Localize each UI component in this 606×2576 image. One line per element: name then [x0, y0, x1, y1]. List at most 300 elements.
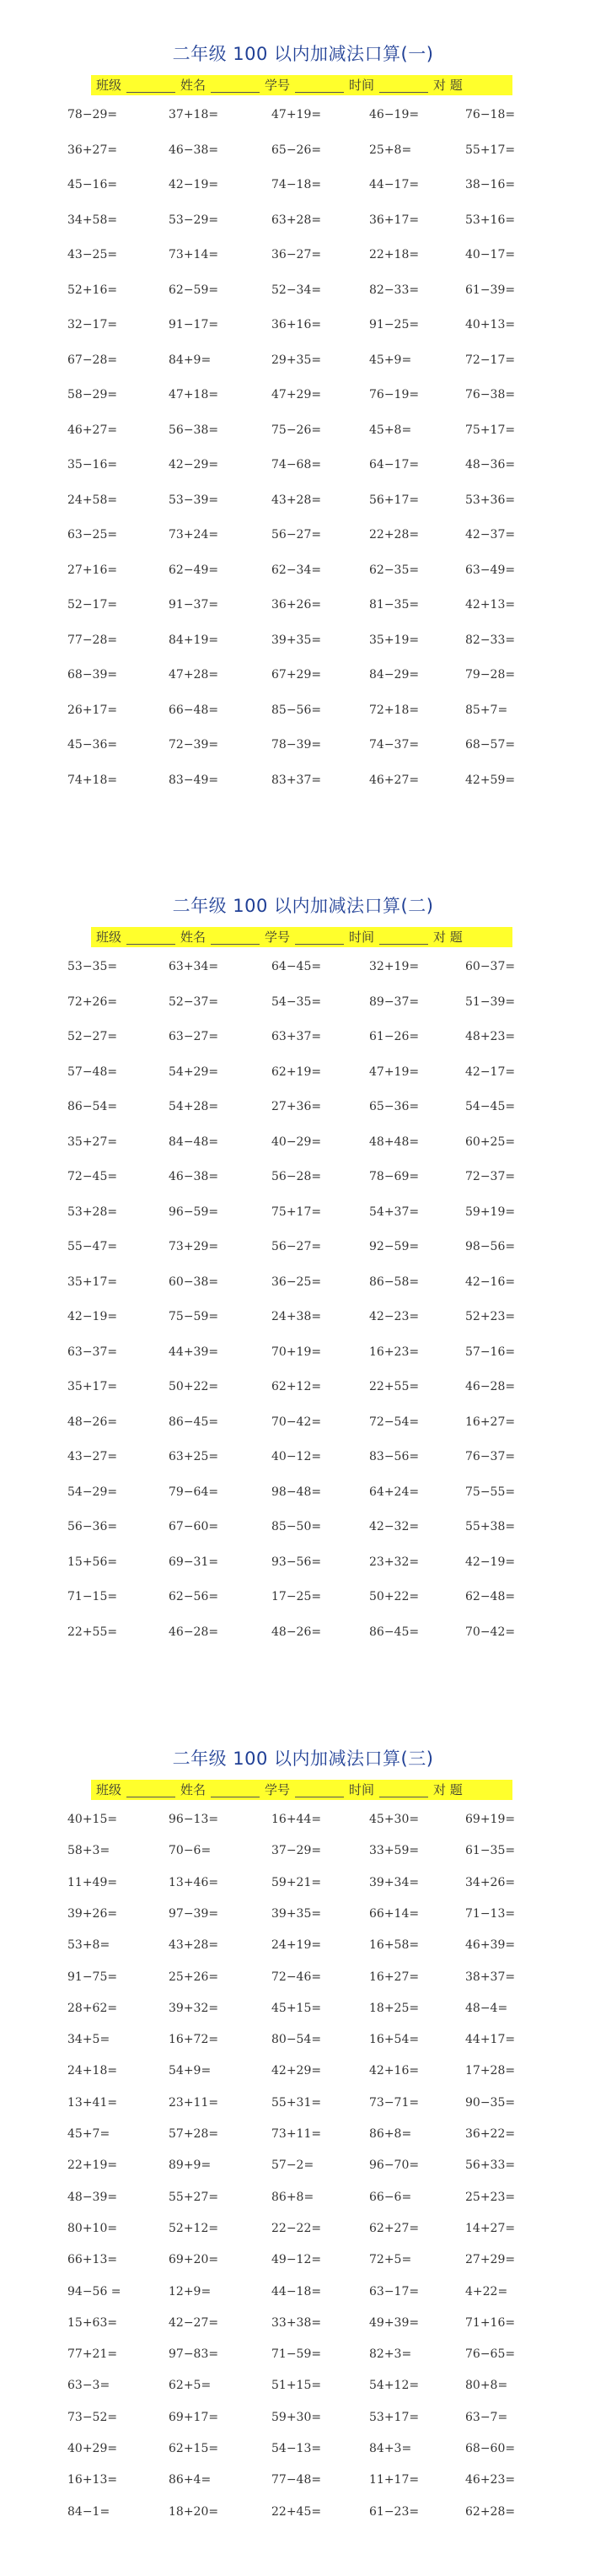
problem-cell: 76−18=: [465, 108, 516, 121]
problem-cell: 83+37=: [271, 773, 322, 787]
problem-row: [0, 633, 606, 657]
problem-cell: 79−64=: [169, 1485, 219, 1499]
problem-row: [0, 668, 606, 692]
problem-row: [0, 2473, 606, 2497]
problem-cell: 42−17=: [465, 1064, 516, 1079]
problem-cell: 42−19=: [465, 1555, 516, 1569]
problem-cell: 15+63=: [67, 2315, 118, 2330]
problem-cell: 23+11=: [169, 2095, 219, 2110]
problem-cell: 47+18=: [169, 388, 219, 401]
problem-cell: 69+19=: [465, 1813, 516, 1826]
problem-cell: 63−49=: [465, 563, 516, 577]
problem-row: [0, 1170, 606, 1194]
problem-cell: 75−26=: [271, 423, 322, 437]
problem-cell: 68−57=: [465, 738, 516, 752]
header-time: 时间: [344, 75, 428, 95]
problem-row: [0, 2379, 606, 2402]
problem-cell: 36+22=: [465, 2127, 516, 2141]
worksheet-header-bar: [91, 927, 512, 947]
problem-cell: 72−17=: [465, 353, 516, 367]
problem-cell: 63−25=: [67, 528, 118, 542]
problem-cell: 77+21=: [67, 2347, 118, 2362]
problem-cell: 64−17=: [369, 458, 420, 472]
problem-cell: 44+17=: [465, 2033, 516, 2047]
header-name: 姓名: [175, 75, 260, 95]
problem-cell: 77−48=: [271, 2473, 322, 2487]
problem-cell: 54+29=: [169, 1064, 219, 1079]
problem-cell: 57−2=: [271, 2158, 314, 2173]
problem-cell: 86−45=: [369, 1625, 420, 1639]
problem-cell: 56−27=: [271, 1240, 322, 1253]
problem-cell: 70−42=: [271, 1415, 322, 1429]
problem-row: [0, 960, 606, 984]
problem-cell: 46−28=: [465, 1380, 516, 1393]
problem-cell: 36+26=: [271, 598, 322, 612]
problem-row: [0, 598, 606, 622]
problem-row: [0, 1876, 606, 1900]
problem-cell: 71−15=: [67, 1590, 118, 1603]
problem-row: [0, 995, 606, 1019]
problem-cell: 39+32=: [169, 2001, 219, 2015]
problem-row: [0, 388, 606, 412]
problem-cell: 64−45=: [271, 960, 322, 973]
problem-cell: 54−29=: [67, 1485, 118, 1499]
problem-cell: 84−29=: [369, 668, 420, 682]
problem-cell: 63+25=: [169, 1450, 219, 1463]
problem-cell: 64+24=: [369, 1485, 420, 1499]
problem-cell: 63−7=: [465, 2410, 508, 2424]
worksheet-title: 二年级 100 以内加减法口算(二): [172, 896, 434, 916]
problem-cell: 25+23=: [465, 2190, 516, 2204]
problem-cell: 42−37=: [465, 528, 516, 542]
problem-cell: 72−37=: [465, 1170, 516, 1183]
problem-cell: 40+15=: [67, 1813, 118, 1826]
problem-cell: 74+18=: [67, 773, 118, 787]
header-name: 姓名: [175, 1780, 260, 1800]
problem-cell: 61−35=: [465, 1844, 516, 1858]
problem-cell: 86+8=: [369, 2127, 412, 2141]
problem-cell: 16+58=: [369, 1938, 420, 1953]
problem-cell: 76−65=: [465, 2347, 516, 2362]
problem-cell: 36+27=: [67, 143, 118, 157]
header-time: 时间: [344, 927, 428, 947]
problem-cell: 44−17=: [369, 178, 420, 191]
problem-cell: 49+39=: [369, 2315, 420, 2330]
problem-row: [0, 528, 606, 552]
problem-cell: 32+19=: [369, 960, 420, 973]
problem-row: [0, 2347, 606, 2371]
problem-cell: 53+8=: [67, 1938, 110, 1953]
problem-cell: 86−58=: [369, 1275, 420, 1289]
problem-row: [0, 2253, 606, 2277]
problem-cell: 63+28=: [271, 213, 322, 227]
problem-cell: 73+24=: [169, 528, 219, 542]
problem-cell: 83−56=: [369, 1450, 420, 1463]
problem-cell: 17+28=: [465, 2064, 516, 2078]
problem-cell: 52+16=: [67, 283, 118, 297]
problem-cell: 60+25=: [465, 1134, 516, 1149]
problem-cell: 93−56=: [271, 1555, 322, 1569]
problem-cell: 29+35=: [271, 353, 322, 367]
problem-row: [0, 2158, 606, 2182]
problem-cell: 36−27=: [271, 248, 322, 261]
problem-cell: 42−16=: [465, 1275, 516, 1289]
problem-cell: 67+29=: [271, 668, 322, 682]
problem-cell: 45−36=: [67, 738, 118, 752]
problem-cell: 37+18=: [169, 108, 219, 121]
problem-cell: 40+29=: [67, 2442, 118, 2455]
problem-row: [0, 1813, 606, 1836]
problem-row: [0, 2505, 606, 2529]
problem-cell: 66−48=: [169, 703, 219, 717]
problem-cell: 12+9=: [169, 2284, 212, 2298]
problem-cell: 75+17=: [271, 1204, 322, 1219]
problem-row: [0, 1625, 606, 1649]
problem-cell: 35−16=: [67, 458, 118, 472]
problem-cell: 66+14=: [369, 1906, 420, 1921]
problem-cell: 84+3=: [369, 2442, 412, 2455]
problem-cell: 48−26=: [67, 1415, 118, 1429]
problem-cell: 45+15=: [271, 2001, 322, 2015]
problem-cell: 89+9=: [169, 2158, 212, 2173]
problem-cell: 70−42=: [465, 1625, 516, 1639]
problem-cell: 35+27=: [67, 1134, 118, 1149]
header-student-id: 学号: [260, 927, 344, 947]
worksheet-header-bar: [91, 1780, 512, 1800]
problem-cell: 39+35=: [271, 1906, 322, 1921]
problem-cell: 62+5=: [169, 2379, 212, 2393]
problem-cell: 34+26=: [465, 1875, 516, 1889]
problem-cell: 73+11=: [271, 2127, 322, 2141]
problem-cell: 51+15=: [271, 2379, 322, 2393]
problem-cell: 73+29=: [169, 1240, 219, 1253]
problem-cell: 28+62=: [67, 2001, 118, 2015]
problem-cell: 53−39=: [169, 493, 219, 507]
problem-cell: 52−37=: [169, 994, 219, 1009]
problem-cell: 45+7=: [67, 2127, 110, 2141]
problem-cell: 56−38=: [169, 423, 219, 437]
problem-cell: 27+36=: [271, 1100, 322, 1113]
problem-cell: 72−46=: [271, 1970, 322, 1984]
problem-cell: 90−35=: [465, 2095, 516, 2110]
problem-cell: 42−19=: [67, 1310, 118, 1323]
problem-cell: 97−83=: [169, 2347, 219, 2362]
worksheet-header-bar: [91, 75, 512, 95]
problem-cell: 89−37=: [369, 994, 420, 1009]
problem-row: [0, 1590, 606, 1614]
problem-cell: 62−35=: [369, 563, 420, 577]
problem-cell: 70+19=: [271, 1345, 322, 1359]
problem-cell: 72+18=: [369, 703, 420, 717]
problem-row: [0, 2002, 606, 2025]
problem-cell: 43−27=: [67, 1450, 118, 1463]
problem-cell: 42−27=: [169, 2315, 219, 2330]
problem-cell: 61−39=: [465, 283, 516, 297]
problem-cell: 80+8=: [465, 2379, 508, 2393]
problem-cell: 84−48=: [169, 1134, 219, 1149]
problem-cell: 22+18=: [369, 248, 420, 261]
problem-cell: 42+13=: [465, 598, 516, 612]
problem-cell: 54+28=: [169, 1100, 219, 1113]
problem-cell: 54+37=: [369, 1204, 420, 1219]
problem-cell: 78−29=: [67, 108, 118, 121]
problem-cell: 35+19=: [369, 633, 420, 647]
problem-cell: 39+35=: [271, 633, 322, 647]
problem-cell: 71−59=: [271, 2347, 322, 2362]
problem-row: [0, 2316, 606, 2340]
problem-cell: 78−39=: [271, 738, 322, 752]
problem-cell: 46+27=: [67, 423, 118, 437]
problem-cell: 11+17=: [369, 2473, 420, 2487]
problem-cell: 65−26=: [271, 143, 322, 157]
problem-cell: 18+20=: [169, 2504, 219, 2519]
problem-row: [0, 1970, 606, 1994]
problem-row: [0, 2033, 606, 2056]
problem-cell: 69+17=: [169, 2410, 219, 2424]
problem-cell: 37−29=: [271, 1844, 322, 1858]
problem-cell: 53−35=: [67, 960, 118, 973]
problem-cell: 52+12=: [169, 2221, 219, 2235]
header-correct-count: 对 题: [433, 78, 463, 93]
problem-cell: 63+34=: [169, 960, 219, 973]
problem-cell: 60−38=: [169, 1275, 219, 1289]
worksheet-title: 二年级 100 以内加减法口算(一): [172, 44, 434, 64]
problem-cell: 48+23=: [465, 1030, 516, 1043]
problem-cell: 59+19=: [465, 1204, 516, 1219]
problem-row: [0, 1030, 606, 1054]
problem-cell: 73−71=: [369, 2095, 420, 2110]
problem-row: [0, 2096, 606, 2120]
problem-cell: 16+27=: [369, 1970, 420, 1984]
problem-cell: 22+55=: [67, 1625, 118, 1639]
problem-cell: 55+38=: [465, 1520, 516, 1533]
problem-cell: 46−28=: [169, 1625, 219, 1639]
problem-cell: 81−35=: [369, 598, 420, 612]
problem-cell: 57+28=: [169, 2127, 219, 2141]
problem-cell: 34+5=: [67, 2033, 110, 2047]
problem-cell: 15+56=: [67, 1555, 118, 1569]
problem-cell: 86+8=: [271, 2190, 314, 2204]
problem-cell: 75−55=: [465, 1485, 516, 1499]
problem-cell: 24+38=: [271, 1310, 322, 1323]
problem-cell: 55+17=: [465, 143, 516, 157]
problem-cell: 97−39=: [169, 1906, 219, 1921]
problem-cell: 27+29=: [465, 2253, 516, 2267]
problem-cell: 68−39=: [67, 668, 118, 682]
problem-cell: 80−54=: [271, 2033, 322, 2047]
problem-cell: 57−48=: [67, 1064, 118, 1079]
problem-cell: 72−54=: [369, 1415, 420, 1429]
problem-cell: 85+7=: [465, 703, 508, 717]
problem-cell: 58+3=: [67, 1844, 110, 1858]
problem-cell: 33+59=: [369, 1844, 420, 1858]
problem-cell: 65−36=: [369, 1100, 420, 1113]
problem-row: [0, 2442, 606, 2466]
problem-cell: 22+28=: [369, 528, 420, 542]
problem-row: [0, 1100, 606, 1124]
problem-cell: 13+41=: [67, 2095, 118, 2110]
problem-cell: 76−38=: [465, 388, 516, 401]
problem-cell: 46+27=: [369, 773, 420, 787]
problem-cell: 16+23=: [369, 1345, 420, 1359]
problem-cell: 74−18=: [271, 178, 322, 191]
problem-cell: 76−19=: [369, 388, 420, 401]
problem-cell: 16+44=: [271, 1813, 322, 1826]
problem-cell: 32−17=: [67, 318, 118, 331]
problem-cell: 44−18=: [271, 2284, 322, 2298]
problem-cell: 91−17=: [169, 318, 219, 331]
problem-cell: 43−25=: [67, 248, 118, 261]
problem-row: [0, 143, 606, 167]
problem-row: [0, 2064, 606, 2088]
problem-cell: 85−56=: [271, 703, 322, 717]
problem-row: [0, 738, 606, 762]
problem-cell: 14+27=: [465, 2221, 516, 2235]
problem-cell: 34+58=: [67, 213, 118, 227]
header-time: 时间: [344, 1780, 428, 1800]
problem-row: [0, 1415, 606, 1439]
problem-cell: 43+28=: [271, 493, 322, 507]
problem-cell: 49−12=: [271, 2253, 322, 2267]
problem-cell: 78−69=: [369, 1170, 420, 1183]
problem-cell: 42+59=: [465, 773, 516, 787]
problem-cell: 63−17=: [369, 2284, 420, 2298]
problem-cell: 54−45=: [465, 1100, 516, 1113]
header-correct-count: 对 题: [433, 1782, 463, 1797]
problem-cell: 18+25=: [369, 2001, 420, 2015]
problem-cell: 53+36=: [465, 493, 516, 507]
problem-cell: 35+17=: [67, 1380, 118, 1393]
problem-cell: 38−16=: [465, 178, 516, 191]
problem-row: [0, 458, 606, 482]
problem-cell: 82−33=: [369, 283, 420, 297]
problem-cell: 54+12=: [369, 2379, 420, 2393]
problem-cell: 16+13=: [67, 2473, 118, 2487]
problem-cell: 82−33=: [465, 633, 516, 647]
problem-cell: 57−16=: [465, 1345, 516, 1359]
problem-cell: 25+26=: [169, 1970, 219, 1984]
problem-cell: 69−31=: [169, 1555, 219, 1569]
problem-cell: 40−29=: [271, 1134, 322, 1149]
problem-cell: 62+19=: [271, 1064, 322, 1079]
problem-cell: 62−59=: [169, 283, 219, 297]
problem-cell: 67−60=: [169, 1520, 219, 1533]
problem-cell: 22+19=: [67, 2158, 118, 2173]
problem-cell: 33+38=: [271, 2315, 322, 2330]
problem-row: [0, 493, 606, 517]
problem-cell: 47+29=: [271, 388, 322, 401]
problem-cell: 79−28=: [465, 668, 516, 682]
problem-cell: 73+14=: [169, 248, 219, 261]
problem-cell: 42+16=: [369, 2064, 420, 2078]
problem-cell: 96−13=: [169, 1813, 219, 1826]
problem-cell: 43+28=: [169, 1938, 219, 1953]
problem-cell: 55+31=: [271, 2095, 322, 2110]
problem-cell: 59+21=: [271, 1875, 322, 1889]
problem-cell: 42+29=: [271, 2064, 322, 2078]
problem-cell: 42−23=: [369, 1310, 420, 1323]
problem-cell: 61−23=: [369, 2504, 420, 2519]
problem-cell: 83−49=: [169, 773, 219, 787]
problem-cell: 24+19=: [271, 1938, 322, 1953]
problem-row: [0, 1485, 606, 1509]
problem-cell: 75+17=: [465, 423, 516, 437]
problem-row: [0, 2285, 606, 2309]
problem-row: [0, 1555, 606, 1579]
problem-row: [0, 283, 606, 307]
problem-cell: 48−26=: [271, 1625, 322, 1639]
problem-cell: 50+22=: [369, 1590, 420, 1603]
problem-cell: 22+55=: [369, 1380, 420, 1393]
problem-cell: 39+26=: [67, 1906, 118, 1921]
problem-cell: 71−13=: [465, 1906, 516, 1921]
problem-cell: 46−38=: [169, 143, 219, 157]
problem-cell: 47+28=: [169, 668, 219, 682]
problem-cell: 66+13=: [67, 2253, 118, 2267]
problem-cell: 96−59=: [169, 1204, 219, 1219]
problem-row: [0, 1135, 606, 1159]
problem-cell: 92−59=: [369, 1240, 420, 1253]
problem-cell: 45+30=: [369, 1813, 420, 1826]
problem-cell: 56−36=: [67, 1520, 118, 1533]
problem-row: [0, 773, 606, 797]
problem-row: [0, 2127, 606, 2151]
problem-cell: 45−16=: [67, 178, 118, 191]
problem-cell: 54+9=: [169, 2064, 212, 2078]
problem-cell: 40−17=: [465, 248, 516, 261]
problem-cell: 72−39=: [169, 738, 219, 752]
problem-cell: 56−28=: [271, 1170, 322, 1183]
problem-cell: 96−70=: [369, 2158, 420, 2173]
problem-cell: 82+3=: [369, 2347, 412, 2362]
problem-cell: 56−27=: [271, 528, 322, 542]
problem-cell: 62−34=: [271, 563, 322, 577]
problem-cell: 52−27=: [67, 1030, 118, 1043]
problem-row: [0, 1907, 606, 1931]
problem-cell: 47+19=: [369, 1064, 420, 1079]
problem-cell: 38+37=: [465, 1970, 516, 1984]
problem-row: [0, 2411, 606, 2434]
problem-cell: 46+39=: [465, 1938, 516, 1953]
problem-row: [0, 1844, 606, 1867]
problem-cell: 54−35=: [271, 994, 322, 1009]
problem-cell: 62−49=: [169, 563, 219, 577]
problem-cell: 16+72=: [169, 2033, 219, 2047]
header-student-id: 学号: [260, 75, 344, 95]
problem-row: [0, 703, 606, 727]
problem-row: [0, 248, 606, 272]
problem-cell: 40−12=: [271, 1450, 322, 1463]
problem-cell: 56+33=: [465, 2158, 516, 2173]
problem-cell: 40+13=: [465, 318, 516, 331]
problem-cell: 36−25=: [271, 1275, 322, 1289]
problem-cell: 62+27=: [369, 2221, 420, 2235]
problem-row: [0, 1065, 606, 1089]
header-correct-count: 对 题: [433, 930, 463, 945]
problem-cell: 46+23=: [465, 2473, 516, 2487]
problem-cell: 16+27=: [465, 1415, 516, 1429]
problem-cell: 48−4=: [465, 2001, 508, 2015]
problem-cell: 42−29=: [169, 458, 219, 472]
problem-cell: 47+19=: [271, 108, 322, 121]
problem-cell: 26+17=: [67, 703, 118, 717]
problem-cell: 53+28=: [67, 1204, 118, 1219]
problem-cell: 52+23=: [465, 1310, 516, 1323]
problem-cell: 36+16=: [271, 318, 322, 331]
header-student-id: 学号: [260, 1780, 344, 1800]
problem-cell: 35+17=: [67, 1275, 118, 1289]
problem-cell: 48−39=: [67, 2190, 118, 2204]
